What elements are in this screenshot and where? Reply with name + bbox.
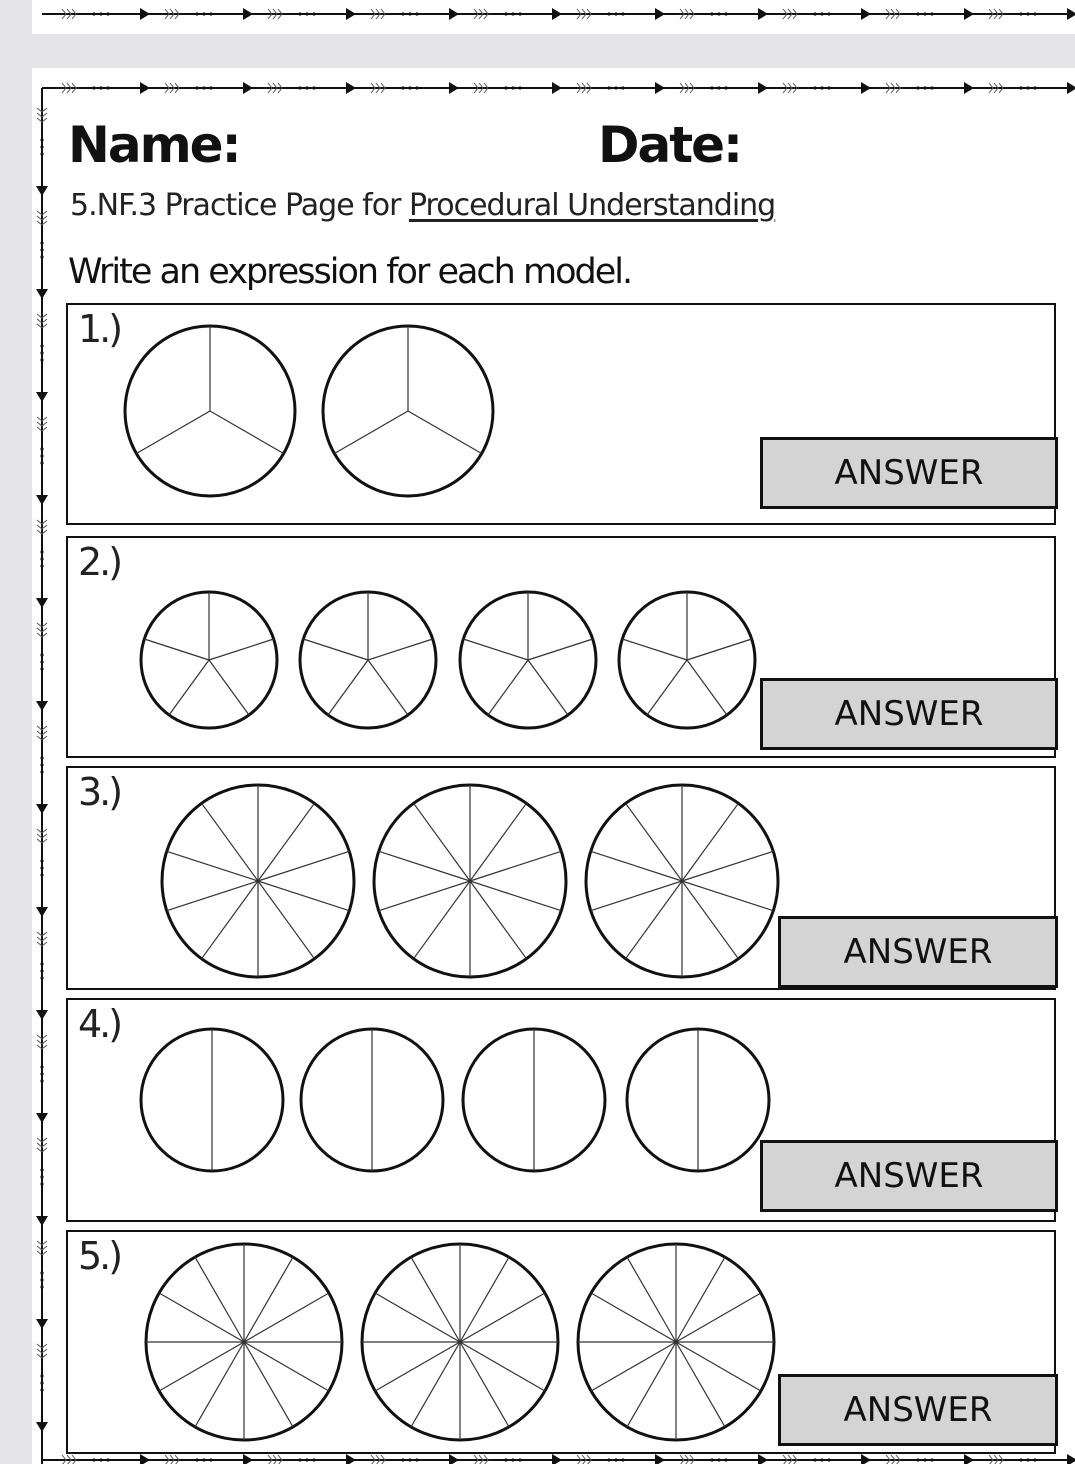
problem-number: 3.) — [78, 770, 121, 814]
partition-line — [682, 881, 773, 911]
partition-line — [411, 1257, 460, 1342]
partition-line — [202, 881, 258, 959]
fraction-circle — [323, 326, 493, 496]
subtitle-link: Procedural Understanding — [408, 188, 776, 223]
problem-1 — [66, 303, 1056, 525]
previous-page-edge — [32, 0, 1075, 34]
partition-line — [244, 1342, 329, 1391]
partition-line — [414, 803, 470, 881]
fraction-circle — [374, 785, 566, 977]
partition-line — [460, 1293, 545, 1342]
partition-line — [210, 411, 284, 454]
fraction-circle — [141, 592, 277, 728]
partition-line — [591, 851, 682, 881]
fraction-circle — [619, 592, 755, 728]
partition-line — [167, 881, 258, 911]
partition-line — [167, 851, 258, 881]
partition-line — [463, 639, 528, 660]
partition-line — [144, 639, 209, 660]
partition-line — [159, 1293, 244, 1342]
problem-3 — [66, 766, 1056, 990]
partition-line — [136, 411, 210, 454]
partition-line — [375, 1293, 460, 1342]
fraction-circle — [362, 1244, 558, 1440]
partition-line — [528, 660, 568, 715]
partition-line — [408, 411, 482, 454]
partition-line — [488, 660, 528, 715]
partition-line — [202, 803, 258, 881]
partition-line — [375, 1342, 460, 1391]
fraction-circle — [460, 592, 596, 728]
worksheet-page — [32, 68, 1075, 1464]
fraction-circle — [146, 1244, 342, 1440]
answer-box-4[interactable]: ANSWER — [760, 1140, 1058, 1212]
date-label: Date: — [598, 116, 742, 174]
partition-line — [622, 639, 687, 660]
partition-line — [328, 660, 368, 715]
fraction-circle — [300, 592, 436, 728]
fraction-circle — [463, 1029, 605, 1171]
partition-line — [244, 1293, 329, 1342]
answer-box-3[interactable]: ANSWER — [778, 916, 1058, 988]
problem-5 — [66, 1230, 1056, 1454]
partition-line — [379, 881, 470, 911]
partition-line — [460, 1257, 509, 1342]
partition-line — [368, 660, 408, 715]
partition-line — [414, 881, 470, 959]
problem-number: 4.) — [78, 1002, 121, 1046]
partition-line — [303, 639, 368, 660]
problem-number: 2.) — [78, 540, 121, 584]
instructions: Write an expression for each model. — [68, 252, 632, 292]
fraction-circle — [301, 1029, 443, 1171]
partition-line — [334, 411, 408, 454]
problem-4 — [66, 998, 1056, 1222]
partition-line — [676, 1257, 725, 1342]
partition-line — [379, 851, 470, 881]
partition-line — [687, 660, 727, 715]
partition-line — [687, 639, 752, 660]
partition-line — [258, 881, 349, 911]
partition-line — [682, 851, 773, 881]
partition-line — [195, 1257, 244, 1342]
problem-number: 5.) — [78, 1234, 121, 1278]
partition-line — [209, 660, 249, 715]
partition-line — [591, 881, 682, 911]
partition-line — [682, 803, 738, 881]
partition-line — [676, 1293, 761, 1342]
answer-box-2[interactable]: ANSWER — [760, 678, 1058, 750]
subtitle-prefix: 5.NF.3 Practice Page for — [70, 188, 409, 223]
partition-line — [195, 1342, 244, 1427]
partition-line — [159, 1342, 244, 1391]
fraction-circle — [627, 1029, 769, 1171]
partition-line — [411, 1342, 460, 1427]
fraction-circle — [578, 1244, 774, 1440]
partition-line — [258, 803, 314, 881]
partition-line — [470, 881, 561, 911]
subtitle — [70, 188, 775, 223]
fraction-circle — [141, 1029, 283, 1171]
partition-line — [626, 881, 682, 959]
partition-line — [627, 1257, 676, 1342]
partition-line — [244, 1342, 293, 1427]
partition-line — [460, 1342, 545, 1391]
partition-line — [209, 639, 274, 660]
partition-line — [244, 1257, 293, 1342]
partition-line — [169, 660, 209, 715]
fraction-circle — [125, 326, 295, 496]
partition-line — [470, 851, 561, 881]
partition-line — [470, 803, 526, 881]
partition-line — [647, 660, 687, 715]
problem-number: 1.) — [78, 307, 121, 351]
partition-line — [591, 1293, 676, 1342]
answer-box-1[interactable]: ANSWER — [760, 437, 1058, 509]
answer-box-5[interactable]: ANSWER — [778, 1374, 1058, 1446]
name-label: Name: — [68, 116, 240, 174]
partition-line — [460, 1342, 509, 1427]
partition-line — [676, 1342, 761, 1391]
partition-line — [591, 1342, 676, 1391]
partition-line — [258, 851, 349, 881]
fraction-circle — [586, 785, 778, 977]
fraction-circle — [162, 785, 354, 977]
partition-line — [627, 1342, 676, 1427]
partition-line — [258, 881, 314, 959]
partition-line — [528, 639, 593, 660]
partition-line — [682, 881, 738, 959]
partition-line — [470, 881, 526, 959]
arrow-border-top — [32, 0, 1075, 34]
partition-line — [626, 803, 682, 881]
partition-line — [368, 639, 433, 660]
problem-2 — [66, 536, 1056, 758]
partition-line — [676, 1342, 725, 1427]
